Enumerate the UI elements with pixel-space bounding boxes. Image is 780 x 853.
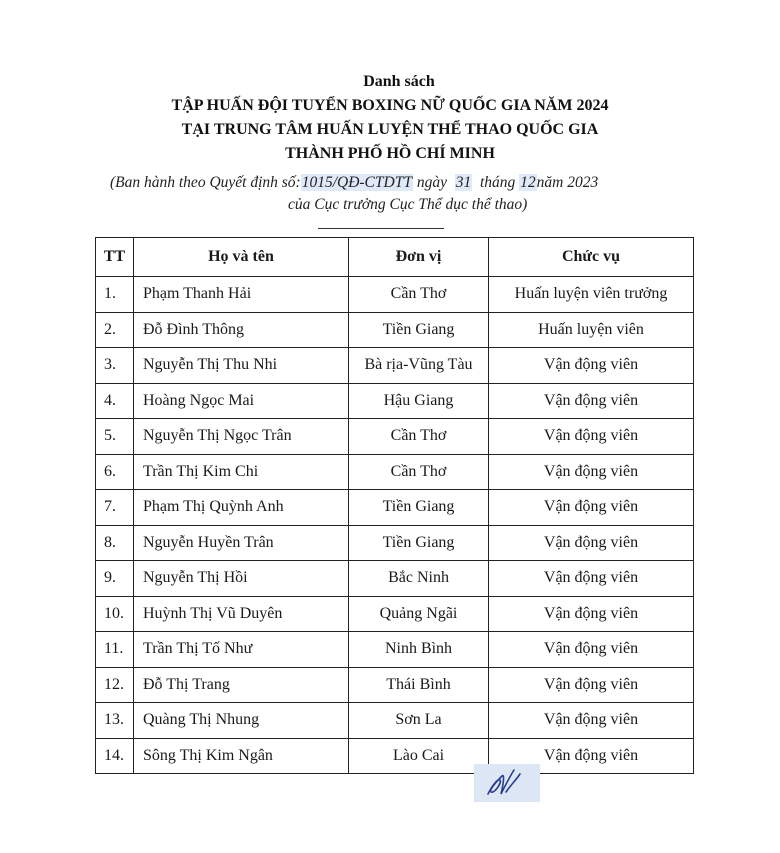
table-row xyxy=(96,596,694,632)
table-header-row xyxy=(96,238,694,277)
athlete-name: Nguyễn Thị Hồi xyxy=(134,561,349,597)
row-number: 13. xyxy=(96,703,134,739)
role-name: Vận động viên xyxy=(489,738,694,774)
athlete-name: Phạm Thanh Hải xyxy=(134,277,349,313)
unit-name: Cần Thơ xyxy=(349,419,489,455)
table-row xyxy=(96,490,694,526)
row-number: 9. xyxy=(96,561,134,597)
signature-initial xyxy=(474,764,540,802)
document-subtitle-3: THÀNH PHỐ HỒ CHÍ MINH xyxy=(285,145,495,162)
athlete-name: Trần Thị Tố Như xyxy=(134,632,349,668)
column-header-unit: Đơn vị xyxy=(349,238,489,277)
unit-name: Cần Thơ xyxy=(349,454,489,490)
row-number: 2. xyxy=(96,312,134,348)
decree-month-label: tháng xyxy=(479,174,520,191)
decree-issuer: của Cục trưởng Cục Thể dục thể thao) xyxy=(288,196,528,213)
role-name: Huấn luyện viên trưởng xyxy=(489,277,694,313)
unit-name: Tiền Giang xyxy=(349,490,489,526)
document-subtitle-1: TẬP HUẤN ĐỘI TUYỂN BOXING NỮ QUỐC GIA NĂM 2024 xyxy=(171,97,609,114)
row-number: 4. xyxy=(96,383,134,419)
unit-name: Tiền Giang xyxy=(349,312,489,348)
column-header-tt: TT xyxy=(96,238,134,277)
row-number: 6. xyxy=(96,454,134,490)
role-name: Huấn luyện viên xyxy=(489,312,694,348)
role-name: Vận động viên xyxy=(489,348,694,384)
row-number: 12. xyxy=(96,667,134,703)
athlete-name: Trần Thị Kim Chi xyxy=(134,454,349,490)
athlete-name: Hoàng Ngọc Mai xyxy=(134,383,349,419)
unit-name: Thái Bình xyxy=(349,667,489,703)
athlete-name: Nguyễn Huyền Trân xyxy=(134,525,349,561)
unit-name: Cần Thơ xyxy=(349,277,489,313)
table-row xyxy=(96,454,694,490)
decree-reference xyxy=(110,172,710,216)
athlete-name: Đỗ Đình Thông xyxy=(134,312,349,348)
unit-name: Ninh Bình xyxy=(349,632,489,668)
role-name: Vận động viên xyxy=(489,525,694,561)
athlete-name: Nguyễn Thị Thu Nhi xyxy=(134,348,349,384)
unit-name: Bắc Ninh xyxy=(349,561,489,597)
athlete-name: Đỗ Thị Trang xyxy=(134,667,349,703)
table-row xyxy=(96,561,694,597)
athlete-name: Quàng Thị Nhung xyxy=(134,703,349,739)
document-header xyxy=(0,70,780,166)
decree-number: 1015/QĐ-CTDTT xyxy=(301,174,412,191)
decree-day: 31 xyxy=(455,174,472,191)
role-name: Vận động viên xyxy=(489,667,694,703)
row-number: 14. xyxy=(96,738,134,774)
unit-name: Bà rịa-Vũng Tàu xyxy=(349,348,489,384)
role-name: Vận động viên xyxy=(489,454,694,490)
decree-year: năm 2023 xyxy=(536,174,599,191)
row-number: 7. xyxy=(96,490,134,526)
role-name: Vận động viên xyxy=(489,632,694,668)
athlete-name: Phạm Thị Quỳnh Anh xyxy=(134,490,349,526)
roster-body xyxy=(96,277,694,774)
table-row xyxy=(96,667,694,703)
unit-name: Tiền Giang xyxy=(349,525,489,561)
table-row xyxy=(96,703,694,739)
role-name: Vận động viên xyxy=(489,596,694,632)
decree-month: 12 xyxy=(520,174,536,191)
row-number: 3. xyxy=(96,348,134,384)
decree-day-label: ngày xyxy=(412,174,451,191)
athlete-name: Huỳnh Thị Vũ Duyên xyxy=(134,596,349,632)
unit-name: Lào Cai xyxy=(349,738,489,774)
row-number: 11. xyxy=(96,632,134,668)
athlete-name: Nguyễn Thị Ngọc Trân xyxy=(134,419,349,455)
column-header-name: Họ và tên xyxy=(134,238,349,277)
table-row xyxy=(96,738,694,774)
role-name: Vận động viên xyxy=(489,703,694,739)
signature-icon xyxy=(474,764,540,802)
role-name: Vận động viên xyxy=(489,419,694,455)
column-header-role: Chức vụ xyxy=(489,238,694,277)
row-number: 8. xyxy=(96,525,134,561)
unit-name: Sơn La xyxy=(349,703,489,739)
table-row xyxy=(96,525,694,561)
table-row xyxy=(96,632,694,668)
unit-name: Hậu Giang xyxy=(349,383,489,419)
table-row xyxy=(96,277,694,313)
role-name: Vận động viên xyxy=(489,383,694,419)
document-title: Danh sách xyxy=(363,73,435,90)
row-number: 1. xyxy=(96,277,134,313)
role-name: Vận động viên xyxy=(489,561,694,597)
role-name: Vận động viên xyxy=(489,490,694,526)
roster-table xyxy=(95,237,694,774)
document-subtitle-2: TẠI TRUNG TÂM HUẤN LUYỆN THỂ THAO QUỐC GIA xyxy=(181,121,599,138)
row-number: 10. xyxy=(96,596,134,632)
decree-prefix: (Ban hành theo Quyết định số: xyxy=(110,174,301,191)
row-number: 5. xyxy=(96,419,134,455)
unit-name: Quảng Ngãi xyxy=(349,596,489,632)
table-row xyxy=(96,348,694,384)
table-row xyxy=(96,312,694,348)
header-divider xyxy=(318,228,444,229)
athlete-name: Sông Thị Kim Ngân xyxy=(134,738,349,774)
table-row xyxy=(96,383,694,419)
table-row xyxy=(96,419,694,455)
